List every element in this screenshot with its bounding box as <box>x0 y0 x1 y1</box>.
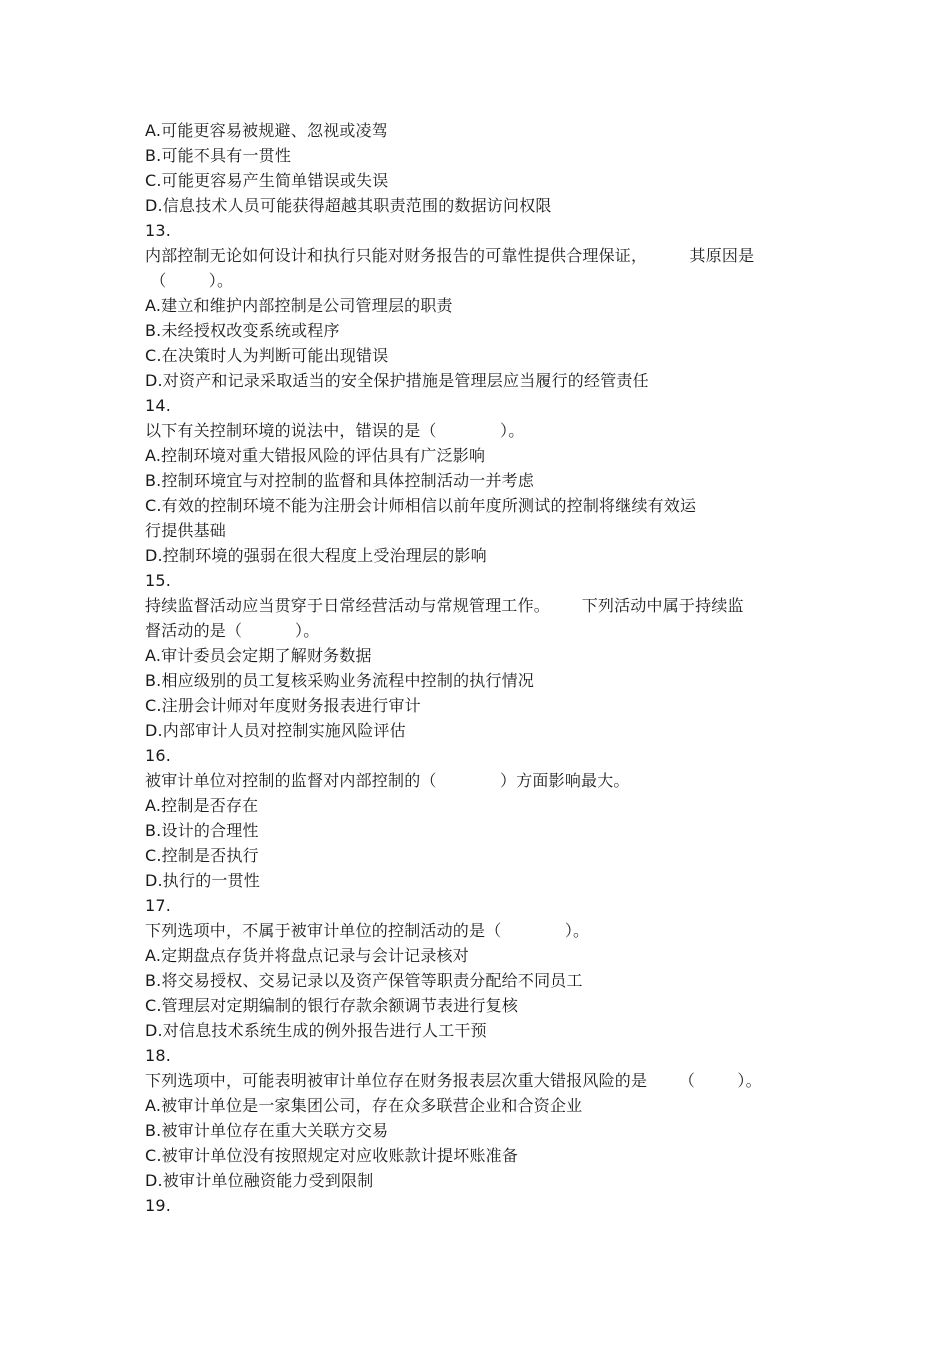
question-stem: 内部控制无论如何设计和执行只能对财务报告的可靠性提供合理保证， 其原因是 <box>145 246 755 265</box>
question-stem-continued: 督活动的是（ ）。 <box>145 621 320 640</box>
question-stem: 持续监督活动应当贯穿于日常经营活动与常规管理工作。 下列活动中属于持续监 <box>145 596 744 615</box>
option-b: B.可能不具有一贯性 <box>145 146 292 165</box>
option-d: D.控制环境的强弱在很大程度上受治理层的影响 <box>145 546 487 565</box>
option-c: C.有效的控制环境不能为注册会计师相信以前年度所测试的控制将继续有效运 <box>145 496 697 515</box>
option-a: A.被审计单位是一家集团公司，存在众多联营企业和合资企业 <box>145 1096 583 1115</box>
option-c: C.控制是否执行 <box>145 846 259 865</box>
question-stem: 下列选项中，可能表明被审计单位存在财务报表层次重大错报风险的是 （ ）。 <box>145 1071 762 1090</box>
option-b: B.控制环境宜与对控制的监督和具体控制活动一并考虑 <box>145 471 535 490</box>
question-number: 16. <box>145 746 172 765</box>
option-d: D.信息技术人员可能获得超越其职责范围的数据访问权限 <box>145 196 552 215</box>
option-c: C.注册会计师对年度财务报表进行审计 <box>145 696 421 715</box>
option-d: D.被审计单位融资能力受到限制 <box>145 1171 374 1190</box>
option-b: B.未经授权改变系统或程序 <box>145 321 340 340</box>
question-stem: 被审计单位对控制的监督对内部控制的（ ）方面影响最大。 <box>145 771 630 790</box>
option-d: D.内部审计人员对控制实施风险评估 <box>145 721 406 740</box>
option-a: A.定期盘点存货并将盘点记录与会计记录核对 <box>145 946 469 965</box>
option-a: A.审计委员会定期了解财务数据 <box>145 646 372 665</box>
question-number: 15. <box>145 571 172 590</box>
question-text-block <box>145 118 825 1218</box>
option-b: B.相应级别的员工复核采购业务流程中控制的执行情况 <box>145 671 535 690</box>
question-number: 17. <box>145 896 172 915</box>
question-number: 19. <box>145 1196 172 1215</box>
question-stem: 下列选项中，不属于被审计单位的控制活动的是（ ）。 <box>145 921 590 940</box>
option-c: C.管理层对定期编制的银行存款余额调节表进行复核 <box>145 996 519 1015</box>
option-b: B.将交易授权、交易记录以及资产保管等职责分配给不同员工 <box>145 971 583 990</box>
option-a: A.可能更容易被规避、忽视或凌驾 <box>145 121 388 140</box>
option-d: D.对资产和记录采取适当的安全保护措施是管理层应当履行的经管责任 <box>145 371 649 390</box>
option-b: B.设计的合理性 <box>145 821 259 840</box>
option-a: A.建立和维护内部控制是公司管理层的职责 <box>145 296 453 315</box>
question-number: 18. <box>145 1046 172 1065</box>
option-c-continued: 行提供基础 <box>145 521 227 540</box>
option-a: A.控制环境对重大错报风险的评估具有广泛影响 <box>145 446 486 465</box>
option-c: C.被审计单位没有按照规定对应收账款计提坏账准备 <box>145 1146 519 1165</box>
question-stem-continued: （ ）。 <box>145 271 234 290</box>
option-a: A.控制是否存在 <box>145 796 259 815</box>
option-b: B.被审计单位存在重大关联方交易 <box>145 1121 389 1140</box>
question-stem: 以下有关控制环境的说法中，错误的是（ ）。 <box>145 421 525 440</box>
option-d: D.执行的一贯性 <box>145 871 261 890</box>
option-c: C.可能更容易产生简单错误或失误 <box>145 171 389 190</box>
option-c: C.在决策时人为判断可能出现错误 <box>145 346 389 365</box>
question-number: 14. <box>145 396 172 415</box>
option-d: D.对信息技术系统生成的例外报告进行人工干预 <box>145 1021 487 1040</box>
question-number: 13. <box>145 221 172 240</box>
